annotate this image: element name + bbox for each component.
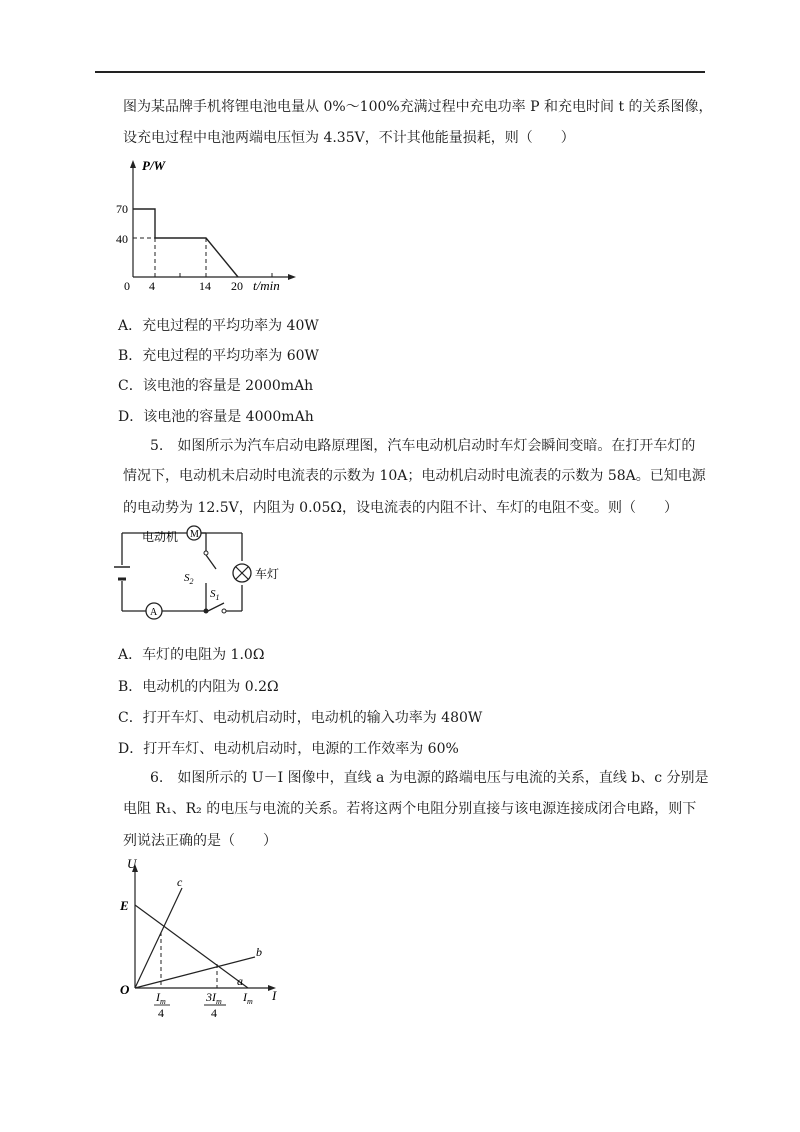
header-rule [95, 71, 705, 73]
line-b-label: b [256, 945, 262, 959]
tick-im4-den: 4 [158, 1006, 164, 1020]
q5-stem-line3: 的电动势为 12.5V，内阻为 0.05Ω，设电流表的内阻不计、车灯的电阻不变。则（ ） [123, 500, 678, 516]
car-circuit-diagram [108, 525, 280, 625]
q4-stem-line2: 设充电过程中电池两端电压恒为 4.35V，不计其他能量损耗，则（ ） [123, 130, 575, 146]
switch-s2 [206, 555, 216, 569]
u-i-graph [110, 852, 295, 1022]
q5-option-a: A．车灯的电阻为 1.0Ω [118, 647, 265, 663]
tick-3im4-den: 4 [211, 1006, 217, 1020]
tick-3im4-num: $3I_m$ [206, 990, 222, 1006]
i-label: I [272, 988, 277, 1003]
y-axis-arrow [130, 160, 136, 168]
x-tick-20: 20 [231, 279, 243, 293]
lamp-label: 车灯 [255, 567, 280, 581]
line-c-label: c [177, 875, 183, 889]
q6-stem-line3: 列说法正确的是（ ） [123, 833, 277, 849]
line-c [135, 888, 182, 988]
origin-label: 0 [124, 279, 130, 293]
q5-option-c: C．打开车灯、电动机启动时，电动机的输入功率为 480W [118, 710, 483, 726]
s1-label: $S_1$ [210, 588, 220, 602]
e-label: E [120, 898, 129, 913]
q4-option-a: A．充电过程的平均功率为 40W [118, 318, 319, 334]
tick-im4-num: $I_m$ [156, 990, 166, 1006]
motor-label: 电动机 [142, 530, 179, 544]
origin-o: O [120, 982, 130, 997]
line-a [135, 905, 248, 988]
svg-text:A: A [150, 607, 158, 618]
tick-im: $I_m$ [243, 990, 253, 1006]
s2-label: $S_2$ [184, 572, 194, 586]
q5-stem-line2: 情况下，电动机未启动时电流表的示数为 10A；电动机启动时电流表的示数为 58A。已知电源 [123, 468, 706, 484]
q6-stem-line2: 电阻 R₁、R₂ 的电压与电流的关系。若将这两个电阻分别直接与该电源连接成闭合电路，则下 [123, 801, 697, 817]
q4-stem-line1: 图为某品牌手机将锂电池电量从 0%～100%充满过程中充电功率 P 和充电时间 t 的关系图像， [123, 99, 713, 115]
q5-stem-line1: 5. 如图所示为汽车启动电路原理图，汽车电动机启动时车灯会瞬间变暗。在打开车灯的 [150, 438, 696, 454]
q6-stem-line1: 6. 如图所示的 U－I 图像中，直线 a 为电源的路端电压与电流的关系，直线 b、c 分别是 [150, 770, 709, 786]
q4-option-c: C．该电池的容量是 2000mAh [118, 378, 314, 394]
switch-s1 [208, 603, 224, 611]
y-tick-70: 70 [116, 202, 128, 216]
power-time-graph [110, 152, 310, 297]
power-curve [133, 209, 238, 277]
x-tick-4: 4 [149, 279, 155, 293]
y-axis-label: P/W [142, 158, 166, 173]
q5-option-b: B．电动机的内阻为 0.2Ω [118, 679, 279, 695]
svg-text:M: M [190, 529, 199, 540]
q4-option-b: B．充电过程的平均功率为 60W [118, 348, 319, 364]
x-axis-label: t/min [253, 278, 280, 293]
u-label: U [127, 856, 137, 871]
q4-option-d: D．该电池的容量是 4000mAh [118, 409, 314, 425]
q5-option-d: D．打开车灯、电动机启动时，电源的工作效率为 60% [118, 741, 459, 757]
line-a-label: a [237, 974, 243, 988]
y-tick-40: 40 [116, 232, 128, 246]
x-axis-arrow [288, 274, 296, 280]
x-tick-14: 14 [199, 279, 211, 293]
